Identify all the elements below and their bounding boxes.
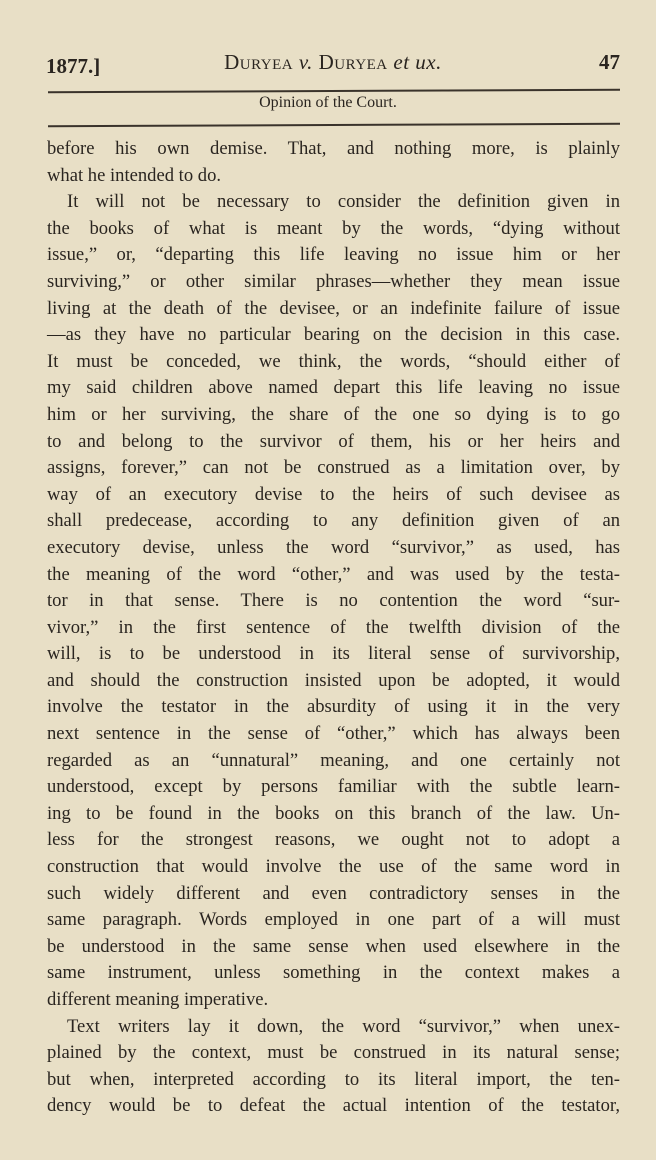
case-party-2: Duryea [318, 50, 388, 74]
text-line: different meaning imperative. [47, 989, 269, 1010]
text-line: assigns, forever,” can not be construed as a limitation over, by [47, 457, 620, 479]
text-line: to and belong to the survivor of them, his or her heirs and [47, 430, 620, 452]
text-line: but when, interpreted according to its literal import, the ten- [47, 1068, 620, 1090]
text-line: him or her surviving, the share of the one so dying is to go [47, 403, 620, 425]
text-line: next sentence in the sense of “other,” which has always been [47, 723, 620, 745]
text-line: tor in that sense. There is no contention the word “sur- [47, 590, 620, 612]
header-rule-bottom [48, 123, 620, 127]
text-line: plained by the context, must be construed in its natural sense; [47, 1042, 620, 1064]
text-line: Text writers lay it down, the word “survivor,” when unex- [67, 1015, 620, 1037]
text-line: the books of what is meant by the words, “dying without [47, 217, 620, 239]
text-line: way of an executory devise to the heirs of such devisee as [47, 483, 620, 505]
case-versus: v. [298, 50, 313, 74]
text-line: such widely different and even contradictory senses in the [47, 882, 620, 904]
case-title [46, 50, 620, 75]
text-line: and should the construction insisted upon be adopted, it would [47, 669, 620, 691]
header-year: 1877.] [46, 54, 101, 78]
opinion-text [47, 136, 620, 1120]
text-line: what he intended to do. [47, 164, 222, 186]
text-line: issue,” or, “departing this life leaving no issue him or her [47, 244, 620, 266]
text-line: dency would be to defeat the actual intention of the testator, [47, 1095, 620, 1117]
case-et-ux: et ux. [393, 50, 442, 74]
section-subheader: Opinion of the Court. [259, 94, 397, 111]
running-header [46, 50, 620, 84]
text-line: regarded as an “unnatural” meaning, and one certainly not [47, 749, 620, 771]
page-number: 47 [599, 50, 620, 74]
text-line: shall predecease, according to any definition given of an [47, 510, 620, 532]
text-line: surviving,” or other similar phrases—whether they mean issue [47, 270, 620, 292]
text-line: involve the testator in the absurdity of using it in the very [47, 696, 620, 718]
text-line: same instrument, unless something in the context makes a [47, 962, 620, 984]
text-line: the meaning of the word “other,” and was used by the testa- [47, 563, 620, 585]
text-line: It must be conceded, we think, the words, “should either of [47, 350, 620, 372]
text-line: construction that would involve the use of the same word in [47, 856, 620, 878]
text-line: It will not be necessary to consider the definition given in [67, 191, 620, 213]
text-line: be understood in the same sense when used elsewhere in the [47, 935, 620, 957]
text-line: ing to be found in the books on this branch of the law. Un- [47, 802, 620, 824]
text-line: understood, except by persons familiar with the subtle learn- [47, 776, 620, 798]
text-line: —as they have no particular bearing on the decision in this case. [47, 324, 620, 346]
text-line: will, is to be understood in its literal sense of survivorship, [47, 643, 620, 665]
header-rule-top [48, 89, 620, 93]
text-line: living at the death of the devisee, or an indefinite failure of issue [47, 297, 620, 319]
text-line: my said children above named depart this life leaving no issue [47, 377, 620, 399]
text-line: same paragraph. Words employed in one part of a will must [47, 909, 620, 931]
text-line: before his own demise. That, and nothing more, is plainly [47, 138, 620, 159]
text-line: executory devise, unless the word “survivor,” as used, has [47, 536, 620, 558]
case-party-1: Duryea [224, 50, 294, 74]
text-line: less for the strongest reasons, we ought not to adopt a [47, 829, 620, 851]
text-line: vivor,” in the first sentence of the twelfth division of the [47, 616, 620, 638]
